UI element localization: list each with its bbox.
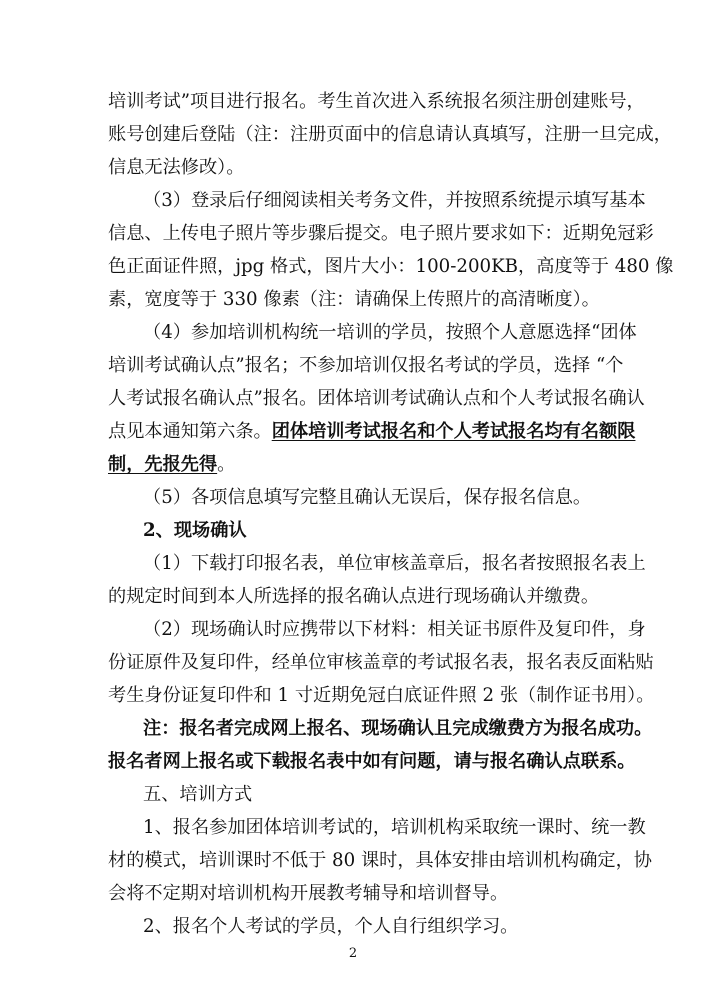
paragraph-line: 会将不定期对培训机构开展教考辅导和培训督导。 [108, 883, 509, 904]
paragraph-line: （2）现场确认时应携带以下材料：相关证书原件及复印件，身 [143, 619, 646, 640]
page-number: 2 [348, 946, 358, 961]
note-line: 注：报名者完成网上报名、现场确认且完成缴费方为报名成功。 [143, 718, 653, 739]
paragraph-line [108, 420, 636, 444]
paragraph-line: （3）登录后仔细阅读相关考务文件，并按照系统提示填写基本 [143, 190, 646, 211]
emphasis-text: 制，先报先得 [108, 454, 218, 475]
paragraph-line: 素，宽度等于 330 像素（注：请确保上传照片的高清晰度）。 [108, 289, 600, 310]
paragraph-line: 的规定时间到本人所选择的报名确认点进行现场确认并缴费。 [108, 586, 600, 607]
paragraph-text: 。 [217, 454, 236, 475]
paragraph-line [108, 453, 608, 477]
section-heading: 2、现场确认 [143, 520, 247, 541]
paragraph-line: （5）各项信息填写完整且确认无误后，保存报名信息。 [143, 487, 592, 508]
note-line: 报名者网上报名或下载报名表中如有问题，请与报名确认点联系。 [108, 751, 636, 772]
paragraph-line: 1、报名参加团体培训考试的，培训机构采取统一课时、统一教 [143, 817, 646, 838]
paragraph-line: 材的模式，培训课时不低于 80 课时，具体安排由培训机构确定，协 [108, 850, 652, 871]
paragraph-line: （1）下载打印报名表，单位审核盖章后，报名者按照报名表上 [143, 553, 646, 574]
paragraph-line: 考生身份证复印件和 1 寸近期免冠白底证件照 2 张（制作证书用）。 [108, 685, 655, 706]
paragraph-line: 培训考试”项目进行报名。考生首次进入系统报名须注册创建账号， [108, 91, 645, 112]
paragraph-line: 培训考试确认点”报名；不参加培训仅报名考试的学员，选择 “个 [108, 355, 624, 376]
paragraph-text: 点见本通知第六条。 [108, 421, 272, 442]
paragraph-line: 信息无法修改）。 [108, 157, 245, 178]
paragraph-line: 色正面证件照，jpg 格式，图片大小：100-200KB，高度等于 480 像 [108, 256, 674, 277]
paragraph-line: 2、报名个人考试的学员，个人自行组织学习。 [143, 916, 519, 937]
emphasis-text: 团体培训考试报名和个人考试报名均有名额限 [271, 421, 636, 442]
paragraph-line: 人考试报名确认点”报名。团体培训考试确认点和个人考试报名确认 [108, 388, 645, 409]
paragraph-line: 信息、上传电子照片等步骤后提交。电子照片要求如下：近期免冠彩 [108, 223, 654, 244]
paragraph-line: 份证原件及复印件，经单位审核盖章的考试报名表，报名表反面粘贴 [108, 652, 654, 673]
section-heading: 五、培训方式 [143, 784, 253, 805]
paragraph-line: （4）参加培训机构统一培训的学员，按照个人意愿选择“团体 [143, 322, 637, 343]
paragraph-line: 账号创建后登陆（注：注册页面中的信息请认真填写，注册一旦完成， [108, 124, 672, 145]
